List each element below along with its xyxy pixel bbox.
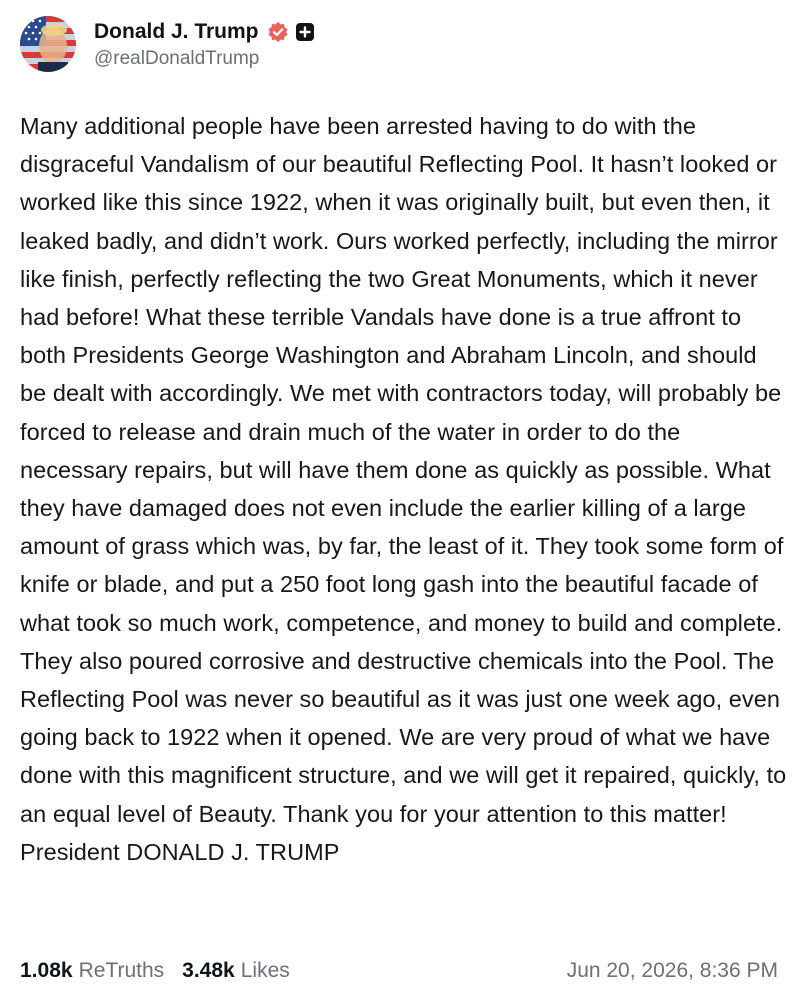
post-stats xyxy=(20,954,778,988)
avatar[interactable] xyxy=(20,16,76,72)
post-timestamp[interactable]: Jun 20, 2026, 8:36 PM xyxy=(566,959,778,982)
retruths-stat[interactable] xyxy=(20,959,164,983)
post-text: Many additional people have been arrested having to do with the disgraceful Vandalism of our beautiful Reflecting Pool. It hasn’t looked or worked like this since 1922, when it was originally built, but even then, it leaked badly, and didn’t work. Ours worked perfectly, including the mirror like finish, perfectly reflecting the two Great Monuments, which it never had before! What these terrible Vandals have done is a true affront to both Presidents George Washington and Abraham Lincoln, and should be dealt with accordingly. We met with contractors today, will probably be forced to release and drain much of the water in order to do the necessary repairs, but will have them done as quickly as possible. What they have damaged does not even include the earlier killing of a large amount of grass which was, by far, the least of it. They took some form of knife or blade, and put a 250 foot long gash into the beautiful facade of what took so much work, competence, and money to build and complete. They also poured corrosive and destructive chemicals into the Pool. The Reflecting Pool was never so beautiful as it was just one week ago, even going back to 1922 when it opened. We are very proud of what we have done with this magnificent structure, and we will get it repaired, quickly, to an equal level of Beauty. Thank you for your attention to this matter! President DONALD J. TRUMP xyxy=(20,113,787,865)
flag-portrait-avatar-icon xyxy=(20,16,76,72)
post-header xyxy=(20,14,315,74)
author-handle[interactable]: @realDonaldTrump xyxy=(94,48,260,69)
verified-badge-icon xyxy=(267,21,289,43)
retruths-label: ReTruths xyxy=(78,959,165,982)
retruths-count: 1.08k xyxy=(20,959,73,982)
author-identity xyxy=(94,18,315,70)
plus-square-icon xyxy=(295,22,315,42)
post-body xyxy=(20,107,788,871)
author-display-name[interactable]: Donald J. Trump xyxy=(94,20,259,43)
likes-count: 3.48k xyxy=(182,959,235,982)
name-row xyxy=(94,18,315,46)
likes-label: Likes xyxy=(240,959,290,982)
likes-stat[interactable] xyxy=(182,959,290,983)
